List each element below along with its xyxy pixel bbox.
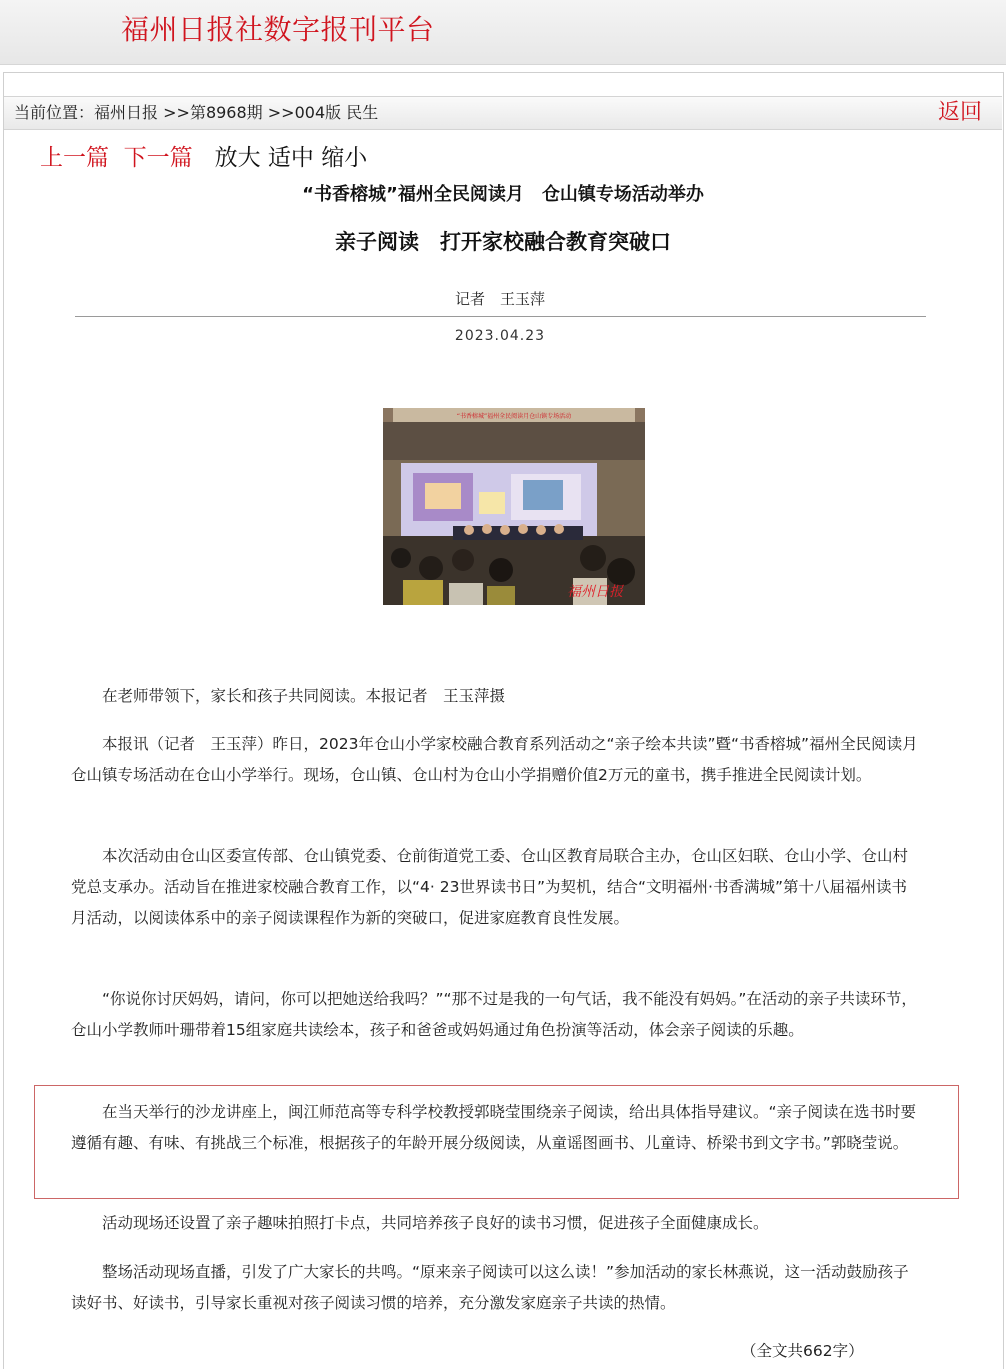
location-bar xyxy=(4,96,1002,130)
photo-banner-text: “书香榕城”福州全民阅读月仓山镇专场活动 xyxy=(456,413,572,420)
article-paragraph-6: 整场活动现场直播，引发了广大家长的共鸣。“原来亲子阅读可以这么读！”参加活动的家长林燕说，这一活动鼓励孩子读好书、好读书，引导家长重视对孩子阅读习惯的培养，充分激发家庭亲子共读的热情。 xyxy=(71,1263,909,1312)
zoom-out-link[interactable]: 缩小 xyxy=(321,145,368,171)
article-nav xyxy=(40,144,367,172)
breadcrumb-label: 当前位置： xyxy=(14,103,95,122)
zoom-fit-link[interactable]: 适中 xyxy=(267,145,314,171)
publish-date: 2023.04.23 xyxy=(454,328,546,344)
breadcrumb-item-newspaper[interactable]: 福州日报 xyxy=(94,103,159,122)
back-link[interactable]: 返回 xyxy=(938,100,983,125)
header-divider xyxy=(75,316,926,317)
breadcrumb xyxy=(14,103,378,123)
article-paragraph-2: 本次活动由仓山区委宣传部、仓山镇党委、仓前街道党工委、仓山区教育局联合主办，仓山区妇联、仓山小学、仓山村党总支承办。活动旨在推进家校融合教育工作，以“4· 23世界读书日”为契机，结合“文明福州·书香满城”第十八届福州读书月活动，以阅读体系中的亲子阅读课程作为新的突破口，促进家庭教育良性发展。 xyxy=(71,847,909,927)
article-paragraph-3: “你说你讨厌妈妈，请问，你可以把她送给我吗？”“那不过是我的一句气话，我不能没有妈妈。”在活动的亲子共读环节，仓山小学教师叶珊带着15组家庭共读绘本，孩子和爸爸或妈妈通过角色扮演等活动，体会亲子阅读的乐趣。 xyxy=(71,990,917,1039)
article-paragraph-4: 在当天举行的沙龙讲座上，闽江师范高等专科学校教授郭晓莹围绕亲子阅读，给出具体指导建议。“亲子阅读在选书时要遵循有趣、有味、有挑战三个标准，根据孩子的年龄开展分级阅读，从童谣图画书、儿童诗、桥梁书到文字书。”郭晓莹说。 xyxy=(71,1103,917,1152)
photo-illustration xyxy=(383,408,645,605)
word-count: （全文共662字） xyxy=(741,1342,864,1360)
breadcrumb-item-issue[interactable]: >>第8968期 xyxy=(163,103,263,122)
article-byline: 记者 王玉萍 xyxy=(454,290,545,308)
article-paragraph-1: 本报讯（记者 王玉萍）昨日，2023年仓山小学家校融合教育系列活动之“亲子绘本共读”暨“书香榕城”福州全民阅读月仓山镇专场活动在仓山小学举行。现场，仓山镇、仓山村为仓山小学捐赠价值2万元的童书，携手推进全民阅读计划。 xyxy=(71,735,918,784)
article-photo[interactable] xyxy=(383,408,645,605)
photo-watermark: 福州日报 xyxy=(567,584,623,600)
top-banner xyxy=(0,0,1006,65)
site-title[interactable]: 福州日报社数字报刊平台 xyxy=(121,13,435,46)
breadcrumb-item-page[interactable]: >>004版 民生 xyxy=(267,103,379,122)
article-headline-secondary: 亲子阅读 打开家校融合教育突破口 xyxy=(335,230,671,254)
photo-caption: 在老师带领下，家长和孩子共同阅读。本报记者 王玉萍摄 xyxy=(102,687,506,705)
prev-article-link[interactable]: 上一篇 xyxy=(40,145,109,171)
article-paragraph-5: 活动现场还设置了亲子趣味拍照打卡点，共同培养孩子良好的读书习惯，促进孩子全面健康成长。 xyxy=(102,1214,769,1232)
article-headline-primary: “书香榕城”福州全民阅读月 仓山镇专场活动举办 xyxy=(302,184,704,205)
next-article-link[interactable]: 下一篇 xyxy=(123,145,193,171)
zoom-in-link[interactable]: 放大 xyxy=(214,145,261,171)
